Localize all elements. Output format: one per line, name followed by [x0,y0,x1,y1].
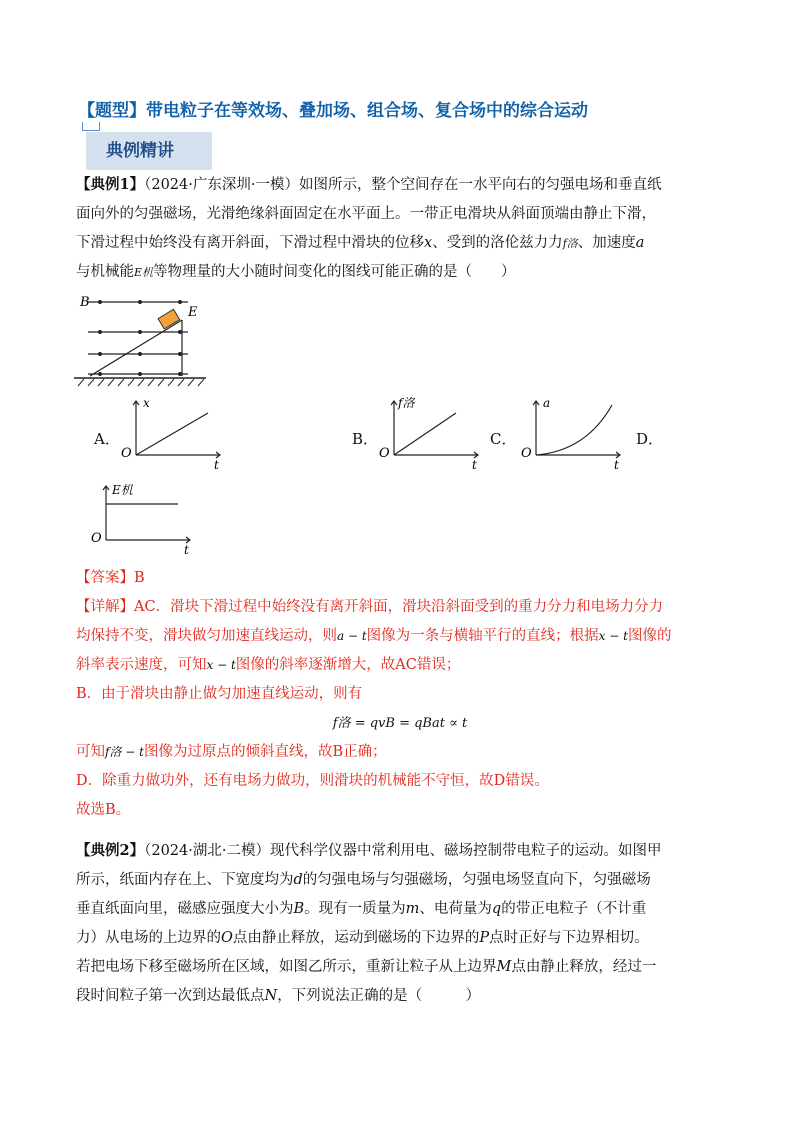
label-E: E [188,305,198,320]
page-title: 【题型】带电粒子在等效场、叠加场、组合场、复合场中的综合运动 [78,101,588,121]
answer-block [76,564,724,825]
detail-line: 均保持不变，滑块做匀加速直线运动，则 [76,628,337,644]
var-q: q [491,901,502,917]
graph-c [516,395,626,475]
origin-label: O [521,446,532,461]
answer-value: B [134,570,145,586]
example1-line: 、受到的洛伦兹力力 [432,235,563,251]
example2-line: ，下列说法正确的是（ ） [277,988,481,1004]
example1-line: 下滑过程中始终没有离开斜面，下滑过程中滑块的位移 [76,235,424,251]
banner-decoration [82,122,100,131]
equation-x-t: x − t [206,658,236,672]
section-banner [86,132,212,170]
equation-a-t: a − t [337,629,367,643]
graph-a [116,395,226,475]
curve [136,413,208,455]
var-x: x [424,235,433,251]
detail-label: 【详解】 [76,599,134,615]
graph-b [374,395,484,475]
example1-line: 等物理量的大小随时间变化的图线可能正确的是（ ） [153,264,516,280]
incline-figure [70,292,210,387]
detail-line: B．由于滑块由静止做匀加速直线运动，则有 [76,686,363,702]
example2-line: 段时间粒子第一次到达最低点 [76,988,265,1004]
banner-label: 典例精讲 [106,141,174,161]
slider-block [158,309,180,329]
equation-f-t: f洛 − t [105,745,144,759]
var-O: O [221,930,233,946]
example1-line: 、加速度 [577,235,636,251]
example2-line: 垂直纸面向里，磁感应强度大小为 [76,901,294,917]
example2-line: 点由静止释放，经过一 [511,959,657,975]
example1-line: 与机械能 [76,264,134,280]
example2-source: （2024·湖北·二模） [144,843,270,859]
detail-line: AC．滑块下滑过程中始终没有离开斜面，滑块沿斜面受到的重力分力和电场力分力 [134,599,664,615]
option-b-label: B． [352,430,379,448]
y-label: f洛 [398,396,415,410]
formula: f洛 = qvB = qBat ∝ t [332,716,468,731]
var-m: m [405,901,420,917]
detail-line: 图像的 [627,628,672,644]
curve [536,405,612,455]
option-c-label: C． [490,430,517,448]
example2-question [76,836,724,1011]
example2-line: 现代科学仪器中常利用电、磁场控制带电粒子的运动。如图甲 [269,843,662,859]
example1-line: 如图所示，整个空间存在一水平向右的匀强电场和垂直纸 [298,177,662,193]
y-label: E机 [112,483,133,497]
x-label: t [184,543,189,557]
example2-line: 、电荷量为 [419,901,492,917]
curve [394,413,456,455]
var-N: N [264,988,278,1004]
detail-line: 斜率表示速度，可知 [76,657,207,673]
example2-line: 的带正电粒子（不计重 [501,901,647,917]
x-label: t [472,458,477,472]
example2-line: 。现有一质量为 [304,901,406,917]
example2-line: 力）从电场的上边界的 [76,930,221,946]
graph-d [86,482,196,557]
option-d-label: D． [636,430,664,448]
example2-line: 若把电场下移至磁场所在区域，如图乙所示，重新让粒子从上边界 [76,959,497,975]
var-B: B [293,901,305,917]
x-label: t [214,458,219,472]
detail-line: 图像为过原点的倾斜直线，故B正确； [143,744,387,760]
example1-question [76,170,724,287]
origin-label: O [121,446,132,461]
y-label: a [543,396,551,410]
option-a-label: A． [94,430,120,448]
var-e-ji: E机 [134,266,154,279]
example1-line: 面向外的匀强磁场，光滑绝缘斜面固定在水平面上。一带正电滑块从斜面顶端由静止下滑， [76,206,656,222]
example2-label: 【典例2】 [76,842,145,859]
var-d: d [293,872,303,888]
equation-x-t: x − t [598,629,628,643]
example2-line: 所示，纸面内存在上、下宽度均为 [76,872,294,888]
detail-line: 图像为一条与横轴平行的直线；根据 [366,628,599,644]
x-label: t [614,458,619,472]
label-B: B [80,295,90,310]
example2-line: 的匀强电场与匀强磁场，匀强电场竖直向下，匀强磁场 [302,872,651,888]
detail-line: 图像的斜率逐渐增大，故AC错误； [235,657,461,673]
detail-line: 故选B。 [76,802,131,818]
var-a: a [635,235,645,251]
example1-source: （2024·广东深圳·一模） [144,177,299,193]
answer-label: 【答案】 [76,570,134,586]
detail-line: 可知 [76,744,105,760]
origin-label: O [379,446,390,461]
var-P: P [479,930,490,946]
origin-label: O [91,531,102,546]
example2-line: 点由静止释放，运动到磁场的下边界的 [232,930,480,946]
detail-line: D．除重力做功外，还有电场力做功，则滑块的机械能不守恒，故D错误。 [76,773,549,789]
example2-line: 点时正好与下边界相切。 [489,930,649,946]
y-label: x [143,396,150,410]
incline-slope [90,320,182,376]
var-f-luo: f洛 [562,237,578,250]
var-M: M [496,959,512,975]
example1-label: 【典例1】 [76,176,145,193]
